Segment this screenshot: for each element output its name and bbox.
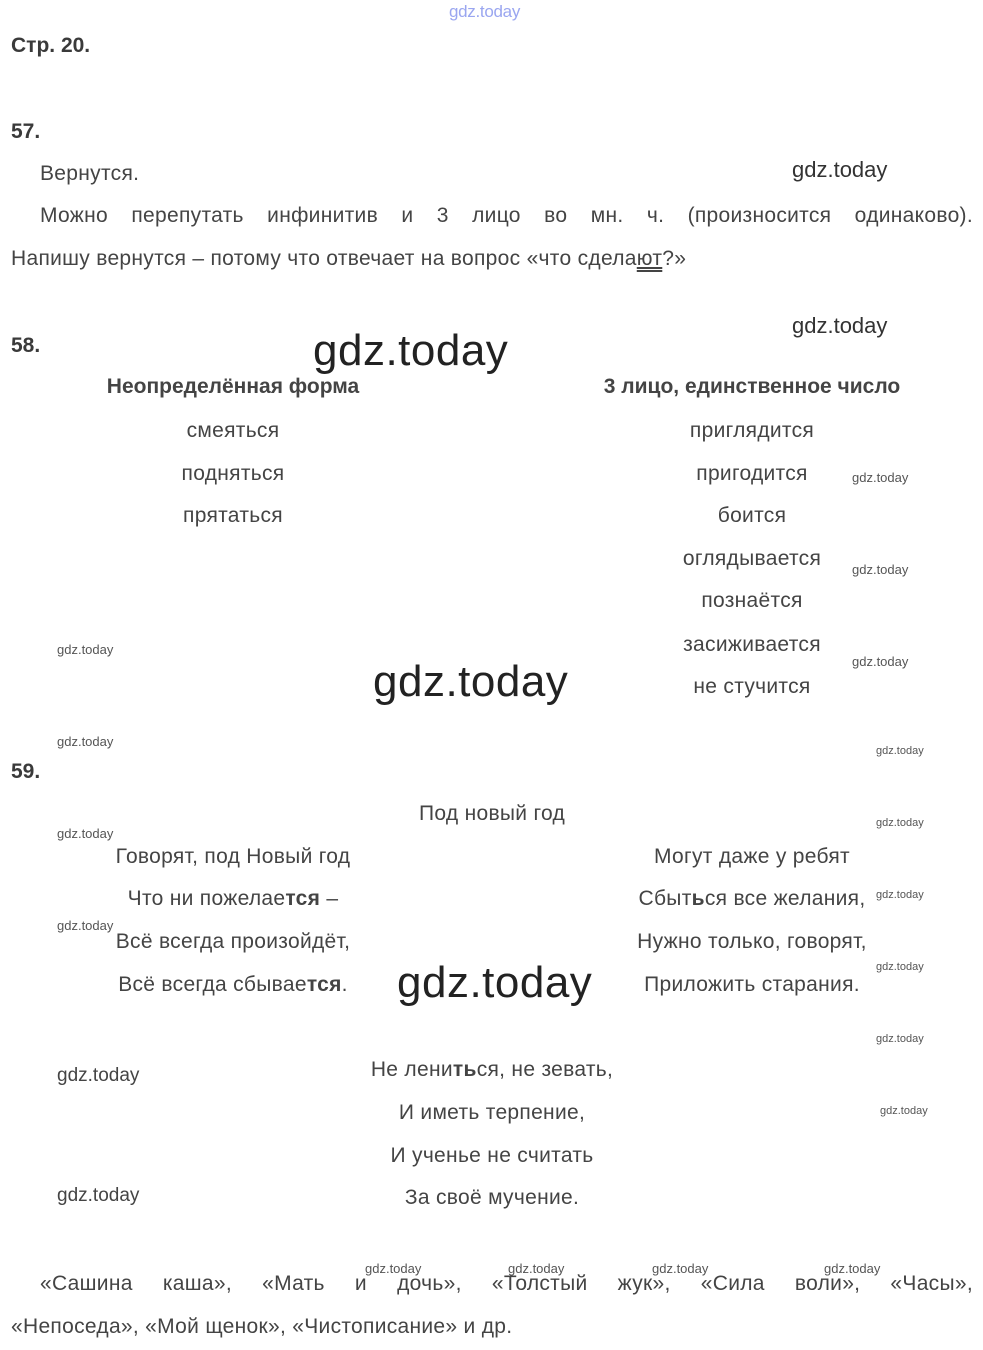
watermark-small: gdz.today <box>57 734 114 749</box>
watermark: gdz.today <box>57 1065 140 1086</box>
page-title: Стр. 20. <box>11 34 91 57</box>
col1-item: подняться <box>181 462 285 485</box>
ex57-verb-ending: ют <box>636 247 663 270</box>
watermark-small: gdz.today <box>824 1261 881 1276</box>
col2-item: познаётся <box>701 589 803 612</box>
poem-line: Говорят, под Новый год <box>115 845 351 868</box>
watermark-small: gdz.today <box>652 1261 709 1276</box>
poem-line: Нужно только, говорят, <box>637 930 867 953</box>
poem-line: И ученье не считать <box>390 1144 594 1167</box>
poem-title: Под новый год <box>418 802 566 825</box>
exercise-number-57: 57. <box>11 120 41 143</box>
col1-header: Неопределённая форма <box>106 375 360 398</box>
watermark-small: gdz.today <box>852 562 909 577</box>
watermark-small: gdz.today <box>852 654 909 669</box>
poem-line: Всё всегда произойдёт, <box>115 930 351 953</box>
watermark-tiny: gdz.today <box>876 745 924 757</box>
watermark-large: gdz.today <box>373 657 569 706</box>
poem-line: Сбыться все желания, <box>638 887 866 910</box>
final-list-line1: «Сашина каша», «Мать и дочь», «Толстый жук», «Сила воли», «Часы», <box>40 1272 973 1295</box>
ex57-explanation-line2 <box>11 247 686 271</box>
exercise-number-58: 58. <box>11 334 41 357</box>
watermark-tiny: gdz.today <box>876 961 924 973</box>
ex57-explanation-line1: Можно перепутать инфинитив и 3 лицо во мн. ч. (произносится одинаково). <box>40 204 973 227</box>
watermark-large: gdz.today <box>313 326 509 375</box>
final-list-line2: «Непоседа», «Мой щенок», «Чистописание» и др. <box>11 1315 513 1338</box>
poem-line: За своё мучение. <box>404 1186 580 1209</box>
col1-item: смеяться <box>186 419 280 442</box>
ex57-line2-end: ?» <box>662 247 687 270</box>
watermark-tiny: gdz.today <box>880 1105 928 1117</box>
watermark-small: gdz.today <box>57 826 114 841</box>
watermark-small: gdz.today <box>57 918 114 933</box>
poem-line: Всё всегда сбывается. <box>118 973 348 996</box>
watermark: gdz.today <box>57 1185 140 1206</box>
watermark: gdz.today <box>792 157 888 182</box>
poem-line: Что ни пожелается – <box>127 887 339 910</box>
watermark-large: gdz.today <box>397 958 593 1007</box>
poem-line: Приложить старания. <box>644 973 860 996</box>
col1-item: прятаться <box>183 504 283 527</box>
watermark-tiny: gdz.today <box>876 1033 924 1045</box>
exercise-number-59: 59. <box>11 760 41 783</box>
watermark: gdz.today <box>792 313 888 338</box>
col2-item: пригодится <box>696 462 808 485</box>
watermark-tiny: gdz.today <box>876 889 924 901</box>
watermark-small: gdz.today <box>508 1261 565 1276</box>
col2-item: засиживается <box>683 633 821 656</box>
watermark-top: gdz.today <box>449 2 521 21</box>
poem-line: Не лениться, не зевать, <box>370 1058 614 1081</box>
col2-item: боится <box>717 504 787 527</box>
watermark-tiny: gdz.today <box>876 817 924 829</box>
col2-header: 3 лицо, единственное число <box>603 375 901 398</box>
watermark-small: gdz.today <box>57 642 114 657</box>
ex57-line2-text: Напишу вернутся – потому что отвечает на вопрос «что сдела <box>11 247 637 270</box>
col2-item: не стучится <box>693 675 811 698</box>
watermark-small: gdz.today <box>365 1261 422 1276</box>
watermark-small: gdz.today <box>852 470 909 485</box>
col2-item: оглядывается <box>682 547 822 570</box>
poem-line: Могут даже у ребят <box>654 845 850 868</box>
ex57-answer: Вернутся. <box>40 162 140 185</box>
col2-item: приглядится <box>689 419 815 442</box>
poem-line: И иметь терпение, <box>398 1101 586 1124</box>
